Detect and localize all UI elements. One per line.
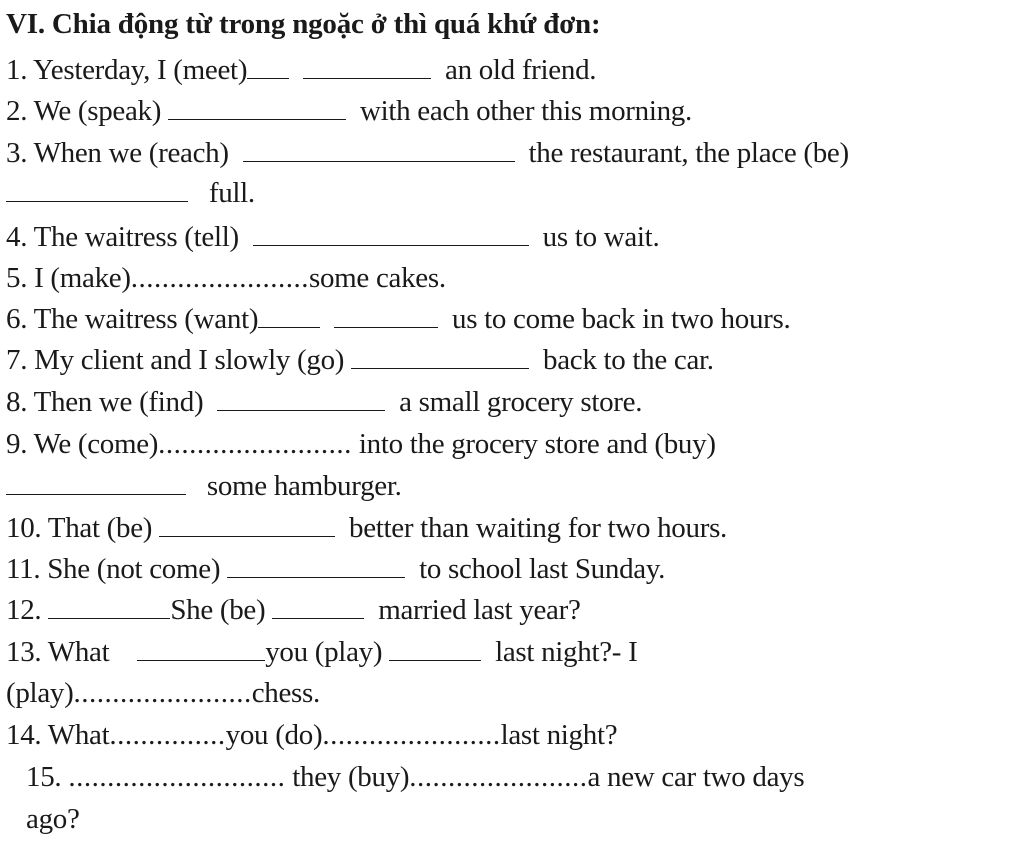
exercise-item-9-continued xyxy=(6,470,402,503)
dotted-blank[interactable]: ....................... xyxy=(73,677,252,709)
answer-blank[interactable] xyxy=(137,638,265,661)
exercise-item-10 xyxy=(6,512,727,545)
item-text: some cakes. xyxy=(308,262,446,294)
item-text: 7. My client and I slowly (go) xyxy=(6,344,345,376)
answer-blank[interactable] xyxy=(243,139,515,162)
item-text: 2. We (speak) xyxy=(6,95,162,127)
item-text: into the grocery store and (buy) xyxy=(358,428,716,460)
answer-blank[interactable] xyxy=(227,555,405,578)
item-text: last night? xyxy=(500,719,618,751)
exercise-item-9 xyxy=(6,428,716,461)
item-text: 11. She (not come) xyxy=(6,553,221,585)
exercise-item-14 xyxy=(6,719,617,752)
item-text: some hamburger. xyxy=(206,470,402,502)
item-text: an old friend. xyxy=(445,54,597,86)
item-text: full. xyxy=(208,177,255,209)
item-text: with each other this morning. xyxy=(359,95,692,127)
answer-blank[interactable] xyxy=(351,346,529,369)
item-text: a new car two days xyxy=(587,761,805,793)
exercise-item-15 xyxy=(26,761,804,794)
item-text: to school last Sunday. xyxy=(419,553,666,585)
answer-blank[interactable] xyxy=(168,97,346,120)
exercise-item-4 xyxy=(6,221,659,254)
exercise-item-3-continued xyxy=(6,177,255,210)
item-text: you (do) xyxy=(225,719,323,751)
item-text: 12. xyxy=(6,594,42,626)
answer-blank[interactable] xyxy=(6,472,186,495)
item-text: 3. When we (reach) xyxy=(6,137,229,169)
exercise-item-5 xyxy=(6,262,446,295)
exercise-title xyxy=(6,8,600,41)
item-text: 4. The waitress (tell) xyxy=(6,221,239,253)
item-text: She (be) xyxy=(170,594,266,626)
exercise-item-12 xyxy=(6,594,581,627)
item-text: last night?- I xyxy=(495,636,638,668)
exercise-item-13 xyxy=(6,636,637,669)
item-text: back to the car. xyxy=(543,344,714,376)
exercise-item-11 xyxy=(6,553,665,586)
item-text: the restaurant, the place (be) xyxy=(528,137,849,169)
item-text: 14. What xyxy=(6,719,110,751)
item-text: chess. xyxy=(251,677,320,709)
answer-blank[interactable] xyxy=(6,179,188,202)
dotted-blank[interactable]: ....................... xyxy=(409,761,588,793)
item-text: 6. The waitress (want) xyxy=(6,303,259,335)
dotted-blank[interactable]: ....................... xyxy=(130,262,309,294)
exercise-item-6 xyxy=(6,303,790,336)
dotted-blank[interactable]: ............... xyxy=(109,719,226,751)
item-text: married last year? xyxy=(378,594,581,626)
item-text: 10. That (be) xyxy=(6,512,153,544)
item-text: you (play) xyxy=(265,636,383,668)
dotted-blank[interactable]: ............................ xyxy=(68,761,286,793)
exercise-item-2 xyxy=(6,95,692,128)
item-text: 1. Yesterday, I (meet) xyxy=(6,54,248,86)
item-text: better than waiting for two hours. xyxy=(349,512,728,544)
item-text: 8. Then we (find) xyxy=(6,386,204,418)
exercise-title-text: VI. Chia động từ trong ngoặc ở thì quá khứ đơn: xyxy=(6,8,601,40)
exercise-item-1 xyxy=(6,54,596,87)
answer-blank[interactable] xyxy=(247,56,289,79)
answer-blank[interactable] xyxy=(258,305,320,328)
item-text: 13. What xyxy=(6,636,110,668)
exercise-item-15-continued xyxy=(26,803,80,836)
item-text: a small grocery store. xyxy=(399,386,643,418)
exercise-item-3 xyxy=(6,137,849,170)
item-text: 9. We (come) xyxy=(6,428,159,460)
dotted-blank[interactable]: ....................... xyxy=(322,719,501,751)
exercise-item-13-continued xyxy=(6,677,320,710)
answer-blank[interactable] xyxy=(389,638,481,661)
answer-blank[interactable] xyxy=(334,305,438,328)
answer-blank[interactable] xyxy=(272,596,364,619)
answer-blank[interactable] xyxy=(303,56,431,79)
item-text: they (buy) xyxy=(292,761,410,793)
answer-blank[interactable] xyxy=(159,514,335,537)
item-text: (play) xyxy=(6,677,74,709)
item-text: ago? xyxy=(26,803,80,835)
answer-blank[interactable] xyxy=(217,388,385,411)
exercise-item-7 xyxy=(6,344,714,377)
item-text: 5. I (make) xyxy=(6,262,131,294)
dotted-blank[interactable]: ......................... xyxy=(158,428,352,460)
item-text: us to wait. xyxy=(542,221,660,253)
answer-blank[interactable] xyxy=(253,223,529,246)
item-text: 15. xyxy=(26,761,62,793)
answer-blank[interactable] xyxy=(48,596,170,619)
item-text: us to come back in two hours. xyxy=(452,303,791,335)
exercise-item-8 xyxy=(6,386,642,419)
